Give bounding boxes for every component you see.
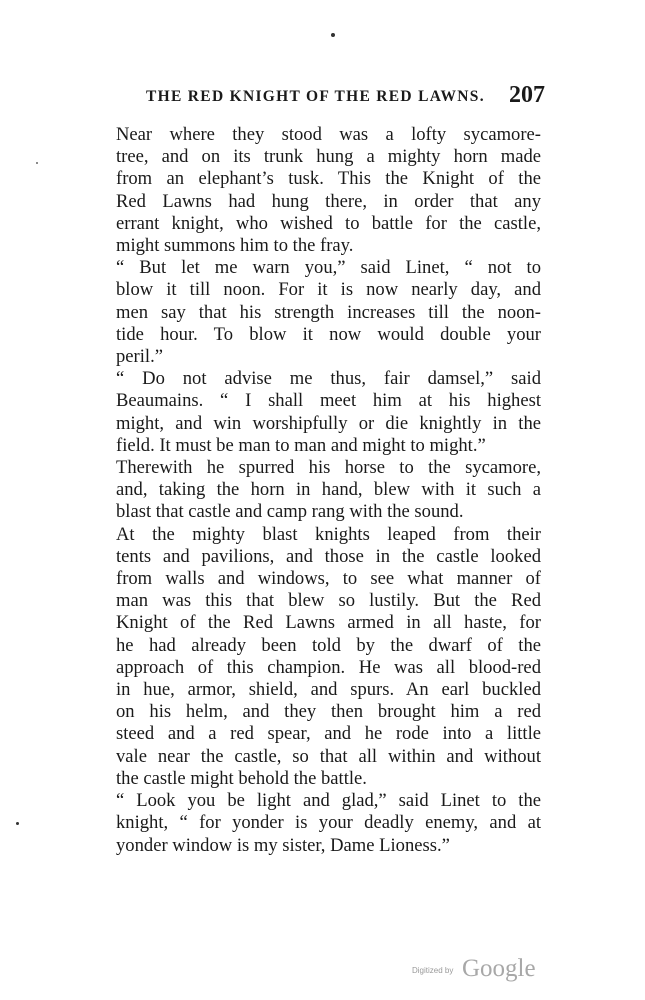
text-line: in hue, armor, shield, and spurs. An earl buckled — [116, 679, 541, 701]
text-line: Knight of the Red Lawns armed in all haste, for — [116, 612, 541, 634]
ink-speck — [331, 33, 335, 37]
text-line: might summons him to the fray. — [116, 235, 354, 257]
text-line: blow it till noon. For it is now nearly day, and — [116, 279, 541, 301]
text-line: the castle might behold the battle. — [116, 767, 367, 789]
text-line: he had already been told by the dwarf of the — [116, 634, 541, 656]
text-line: “ But let me warn you,” said Linet, “ not to — [116, 257, 541, 279]
text-line: steed and a red spear, and he rode into a little — [116, 723, 541, 745]
ink-speck — [16, 822, 19, 825]
text-line: “ Look you be light and glad,” said Linet to the — [116, 790, 541, 812]
text-line: and, taking the horn in hand, blew with it such a — [116, 479, 541, 501]
text-line: might, and win worshipfully or die knightly in the — [116, 412, 541, 434]
text-line: Beaumains. “ I shall meet him at his highest — [116, 390, 541, 412]
digitized-by-google-watermark — [412, 955, 552, 985]
text-line: from an elephant’s tusk. This the Knight of the — [116, 168, 541, 190]
text-line: men say that his strength increases till the noon- — [116, 301, 541, 323]
ink-speck — [36, 162, 38, 164]
text-line: field. It must be man to man and might to might.” — [116, 434, 486, 456]
text-line: tents and pavilions, and those in the castle looked — [116, 545, 541, 567]
paragraph — [116, 790, 541, 857]
text-line: from walls and windows, to see what manner of — [116, 568, 541, 590]
digitized-by-label: Digitized by — [412, 966, 454, 975]
page-number: 207 — [509, 82, 545, 108]
text-line: blast that castle and camp rang with the sound. — [116, 501, 464, 523]
running-title: THE RED KNIGHT OF THE RED LAWNS. — [146, 88, 485, 105]
paragraph — [116, 524, 541, 790]
text-line: errant knight, who wished to battle for the castle, — [116, 212, 541, 234]
text-line: peril.” — [116, 346, 163, 368]
text-line: At the mighty blast knights leaped from their — [116, 523, 541, 545]
paragraph — [116, 124, 541, 257]
body-text — [116, 124, 541, 857]
text-line: Red Lawns had hung there, in order that any — [116, 190, 541, 212]
text-line: tide hour. To blow it now would double your — [116, 323, 541, 345]
text-line: “ Do not advise me thus, fair damsel,” said — [116, 368, 541, 390]
text-line: Near where they stood was a lofty sycamore- — [116, 124, 541, 145]
paragraph — [116, 368, 541, 457]
text-line: knight, “ for yonder is your deadly enemy, and at — [116, 812, 541, 834]
text-line: vale near the castle, so that all within and without — [116, 745, 541, 767]
running-header — [140, 82, 545, 112]
text-line: Therewith he spurred his horse to the sycamore, — [116, 457, 541, 479]
paragraph — [116, 257, 541, 368]
paragraph — [116, 457, 541, 524]
text-line: man was this that blew so lustily. But the Red — [116, 590, 541, 612]
text-line: tree, and on its trunk hung a mighty horn made — [116, 146, 541, 168]
text-line: yonder window is my sister, Dame Lioness.” — [116, 834, 450, 856]
text-line: on his helm, and they then brought him a red — [116, 701, 541, 723]
google-logo: Google — [462, 955, 536, 982]
text-line: approach of this champion. He was all blood-red — [116, 656, 541, 678]
